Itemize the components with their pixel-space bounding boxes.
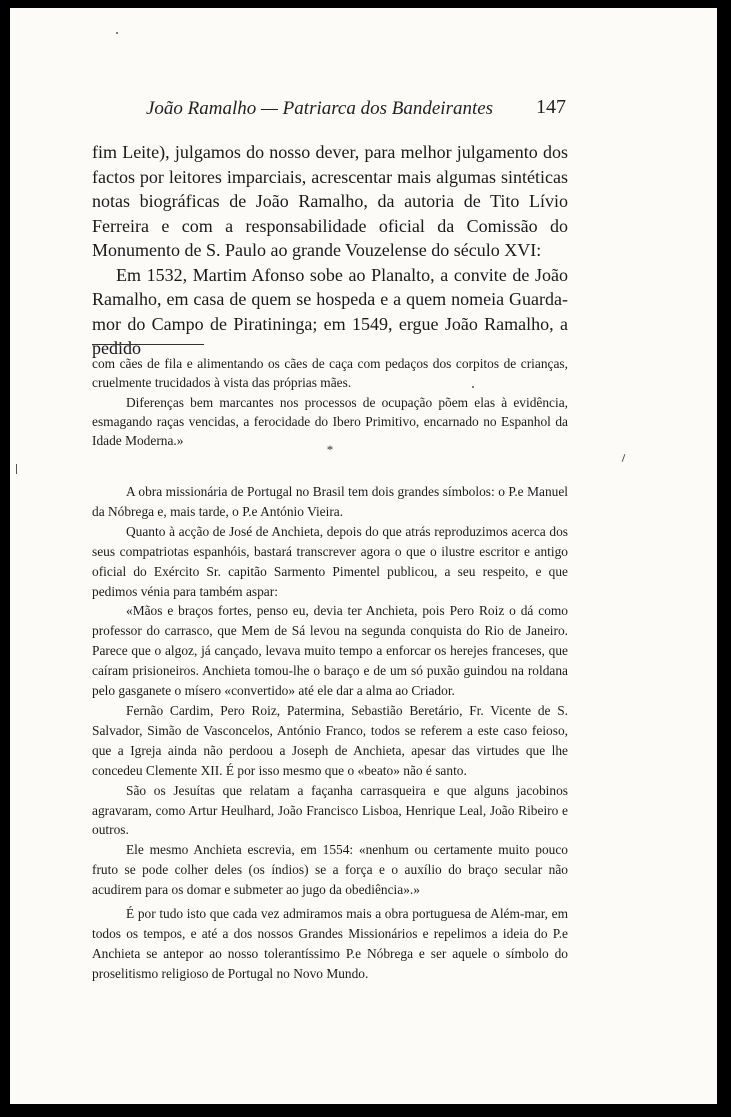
main-paragraph: Em 1532, Martim Afonso sobe ao Planalto, a convite de João Ramalho, em casa de quem se hospeda e a quem nomeia Guarda-mor do Campo de Piratininga; em 1549, ergue João Ramalho, a pedido [92,264,568,358]
footnote-paragraph: A obra missionária de Portugal no Brasil tem dois grandes símbolos: o P.e Manuel da Nóbrega e, mais tarde, o P.e António Vieira. [92,484,568,519]
running-header [146,98,566,120]
footnote-rule [92,344,204,345]
running-title: João Ramalho — Patriarca dos Bandeirantes [146,98,494,119]
footnote-paragraph: com cães de fila e alimentando os cães de caça com pedaços dos corpitos de crianças, cruelmente trucidados à vista das próprias mães. [92,356,568,391]
book-page [10,8,717,1104]
section-separator: * [326,442,334,457]
page-number: 147 [536,96,566,118]
footnote-paragraph: «Mãos e braços fortes, penso eu, devia ter Anchieta, pois Pero Roiz o dá como professor do carrasco, que Mem de Sá levou na segunda conquista do Rio de Janeiro. Parece que o algoz, já cançado, levava muito tempo a enforcar os herejes franceses, que caíram prisioneiros. Anchieta tomou-lhe o baraço e de um só puxão guindou na roldana pelo gasganete o mísero «convertido» até ele dar a alma ao Criador. [92,603,568,699]
footnote-block [92,482,568,984]
main-paragraph: fim Leite), julgamos do nosso dever, para melhor julgamento dos factos por leitores imparciais, acrescentar mais algumas sintéticas notas biográficas de João Ramalho, da autoria de Tito Lívio Ferreira e com a responsabilidade oficial da Comissão do Monumento de S. Paulo ao grande Vouzelense do século XVI: [92,142,568,260]
footnote-paragraph: Quanto à acção de José de Anchieta, depois do que atrás reproduzimos acerca dos seus compatriotas espanhóis, bastará transcrever agora o que o ilustre escritor e antigo oficial do Exército Sr. capitão Sarmento Pimentel publicou, a seu respeito, e que pedimos vénia para também aspar: [92,523,568,599]
footnote-paragraph: Fernão Cardim, Pero Roiz, Patermina, Sebastião Beretário, Fr. Vicente de S. Salvador, Simão de Vasconcelos, António Franco, todos se referem a este caso feioso, que a Igreja ainda não perdoou a Joseph de Anchieta, apesar das virtudes que lhe concedeu Clemente XII. É por isso mesmo que o «beato» não é santo. [92,702,568,778]
footnote-paragraph: Ele mesmo Anchieta escrevia, em 1554: «nenhum ou certamente muito pouco fruto se pode colher deles (os índios) se a força e o auxílio do braço secular não acudirem para os domar e submeter ao jugo da obediência».» [92,842,568,898]
footnote-continuation [92,354,568,450]
main-text [92,140,568,361]
scan-speck [116,32,118,34]
scan-speck [622,454,626,462]
footnote-paragraph: É por tudo isto que cada vez admiramos mais a obra portuguesa de Além-mar, em todos os tempos, e até a dos nossos Grandes Missionários e repelimos a ideia do P.e Anchieta se antepor ao nosso tolerantíssimo P.e Nóbrega e ser aquele o símbolo do proselitismo religioso de Portugal no Novo Mundo. [92,906,568,981]
footnote-paragraph: São os Jesuítas que relatam a façanha carrasqueira e que alguns jacobinos agravaram, como Artur Heulhard, João Francisco Lisboa, Henrique Leal, João Ribeiro e outros. [92,782,568,838]
scan-speck [472,386,474,388]
footnote-paragraph: Diferenças bem marcantes nos processos de ocupação põem elas à evidência, esmagando raças vencidas, a ferocidade do Ibero Primitivo, encarnado no Espanhol da Idade Moderna.» [92,394,568,449]
scan-speck [16,464,17,474]
